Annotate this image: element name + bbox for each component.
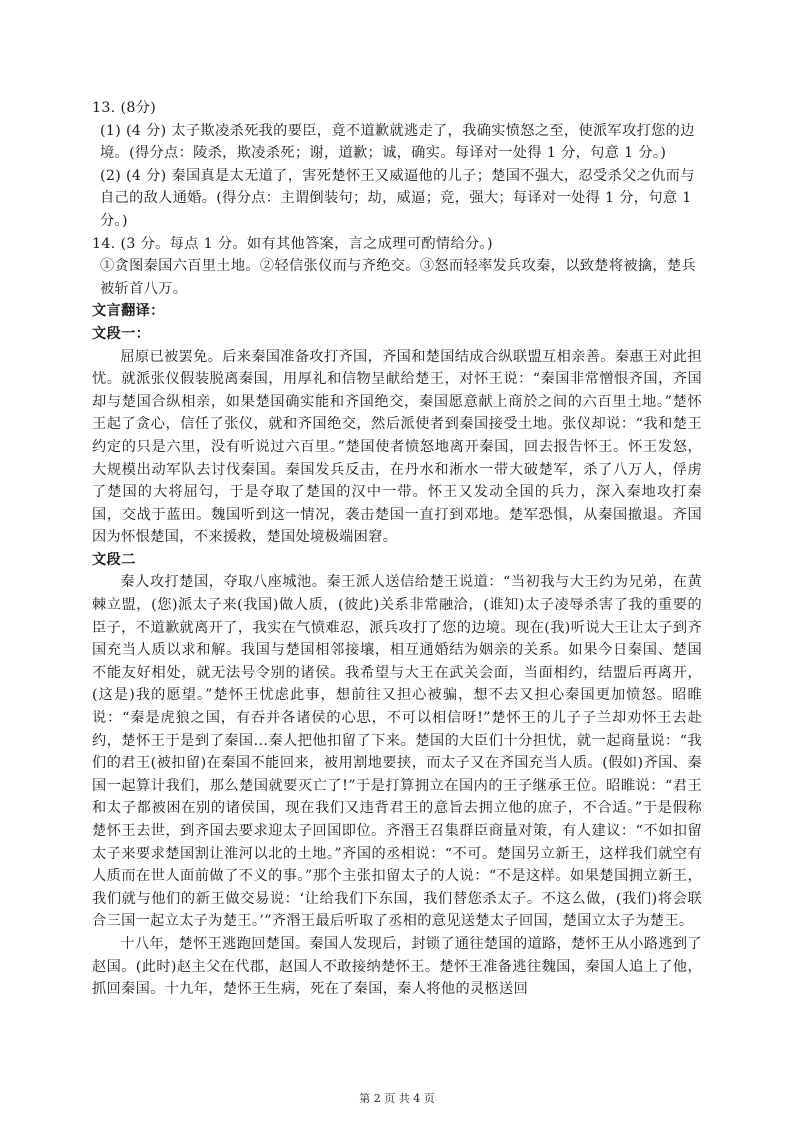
question-13-part-2: (2) (4 分) 秦国真是太无道了，害死楚怀王又威逼他的儿子；楚国不强大，忍受杀父之仇而与自己的敌人通婚。(得分点：主谓倒装句；劫，威逼；竞，强大；每译对一处得 1 分，句意 1 分。) [100, 167, 695, 229]
question-13 [92, 97, 702, 233]
section-2-paragraph-2: 十八年，楚怀王逃跑回楚国。秦国人发现后，封锁了通往楚国的道路，楚怀王从小路逃到了赵国。(此时)赵主父在代郡，赵国人不敢接纳楚怀王。楚怀王准备逃往魏国，秦国人追上了他，抓回秦国。十九年，楚怀王生病，死在了秦国，秦人将他的灵柩送回 [92, 935, 702, 998]
document-body [92, 97, 702, 1001]
question-13-heading: 13. (8分) [92, 100, 157, 116]
question-13-part-1: (1) (4 分) 太子欺凌杀死我的要臣，竟不道歉就逃走了，我确实愤怒之至，使派军攻打您的边境。(得分点：陵杀，欺凌杀死；谢，道歉；诚，确实。每译对一处得 1 分，句意 1 分。) [100, 122, 695, 162]
page-footer: 第 2 页 共 4 页 [359, 1092, 435, 1105]
section-2-paragraph-1: 秦人攻打楚国，夺取八座城池。秦王派人送信给楚王说道：“当初我与大王约为兄弟，在黄棘立盟，(您)派太子来(我国)做人质，(彼此)关系非常融洽，(谁知)太子凌辱杀害了我的重要的臣子，不道歉就离开了，我实在气愤难忍，派兵攻打了您的边境。现在(我)听说大王让太子到齐国充当人质以求和解。我国与楚国相邻接壤，相互通婚结为姻亲的关系。如果今日秦国、楚国不能友好相处，就无法号令别的诸侯。我希望与大王在武关会面，当面相约，结盟后再离开，(这是)我的愿望。”楚怀王忧虑此事，想前往又担心被骗，想不去又担心秦国更加愤怒。昭睢说：“秦是虎狼之国，有吞并各诸侯的心思，不可以相信呀!”楚怀王的儿子子兰却劝怀王去赴约，楚怀王于是到了秦国...秦人把他扣留了下来。楚国的大臣们十分担忧，就一起商量说：“我们的君王(被扣留)在秦国不能回来，被用割地要挟，而太子又在齐国充当人质。(假如)齐国、秦国一起算计我们，那么楚国就要灭亡了!”于是打算拥立在国内的王子继承王位。昭睢说：“君王和太子都被困在别的诸侯国，现在我们又违背君王的意旨去拥立他的庶子，不合适。”于是假称楚怀王去世，到齐国去要求迎太子回国即位。齐湣王召集群臣商量对策，有人建议：“不如扣留太子来要求楚国割让淮河以北的土地。”齐国的丞相说：“不可。楚国另立新王，这样我们就空有人质而在世人面前做了不义的事。”那个主张扣留太子的人说：“不是这样。如果楚国拥立新王，我们就与他们的新王做交易说：‘让给我们下东国，我们替您杀太子。不这么做，(我们)将会联合三国一起立太子为楚王。’”齐湣王最后听取了丞相的意见送楚太子回国，楚国立太子为楚王。 [92, 574, 702, 930]
section-1-title: 文段一： [92, 325, 151, 342]
translation-title: 文言翻译： [92, 303, 165, 320]
section-1-text: 屈原已被罢免。后来秦国准备攻打齐国，齐国和楚国结成合纵联盟互相亲善。秦惠王对此担忧。就派张仪假装脱离秦国，用厚礼和信物呈献给楚王，对怀王说：“秦国非常憎恨齐国，齐国却与楚国合纵相亲，如果楚国确实能和齐国绝交，秦国愿意献上商於之间的六百里土地。”楚怀王起了贪心，信任了张仪，就和齐国绝交，然后派使者到秦国接受土地。张仪却说：“我和楚王约定的只是六里，没有听说过六百里。”楚国使者愤怒地离开秦国，回去报告怀王。怀王发怒，大规模出动军队去讨伐秦国。秦国发兵反击，在丹水和淅水一带大破楚军，杀了八万人，俘虏了楚国的大将屈匄，于是夺取了楚国的汉中一带。怀王又发动全国的兵力，深入秦地攻打秦国，交战于蓝田。魏国听到这一情况，袭击楚国一直打到邓地。楚军恐惧，从秦国撤退。齐国因为怀恨楚国，不来援救，楚国处境极端困窘。 [92, 348, 702, 546]
question-14-answer: ①贪图秦国六百里土地。②轻信张仪而与齐绝交。③怒而轻率发兵攻秦，以致楚将被擒，楚兵被斩首八万。 [100, 258, 697, 297]
question-14 [92, 233, 702, 301]
question-14-heading: 14. (3 分。每点 1 分。如有其他答案，言之成理可酌情给分。) [92, 235, 493, 252]
section-2-title: 文段二 [92, 551, 136, 568]
